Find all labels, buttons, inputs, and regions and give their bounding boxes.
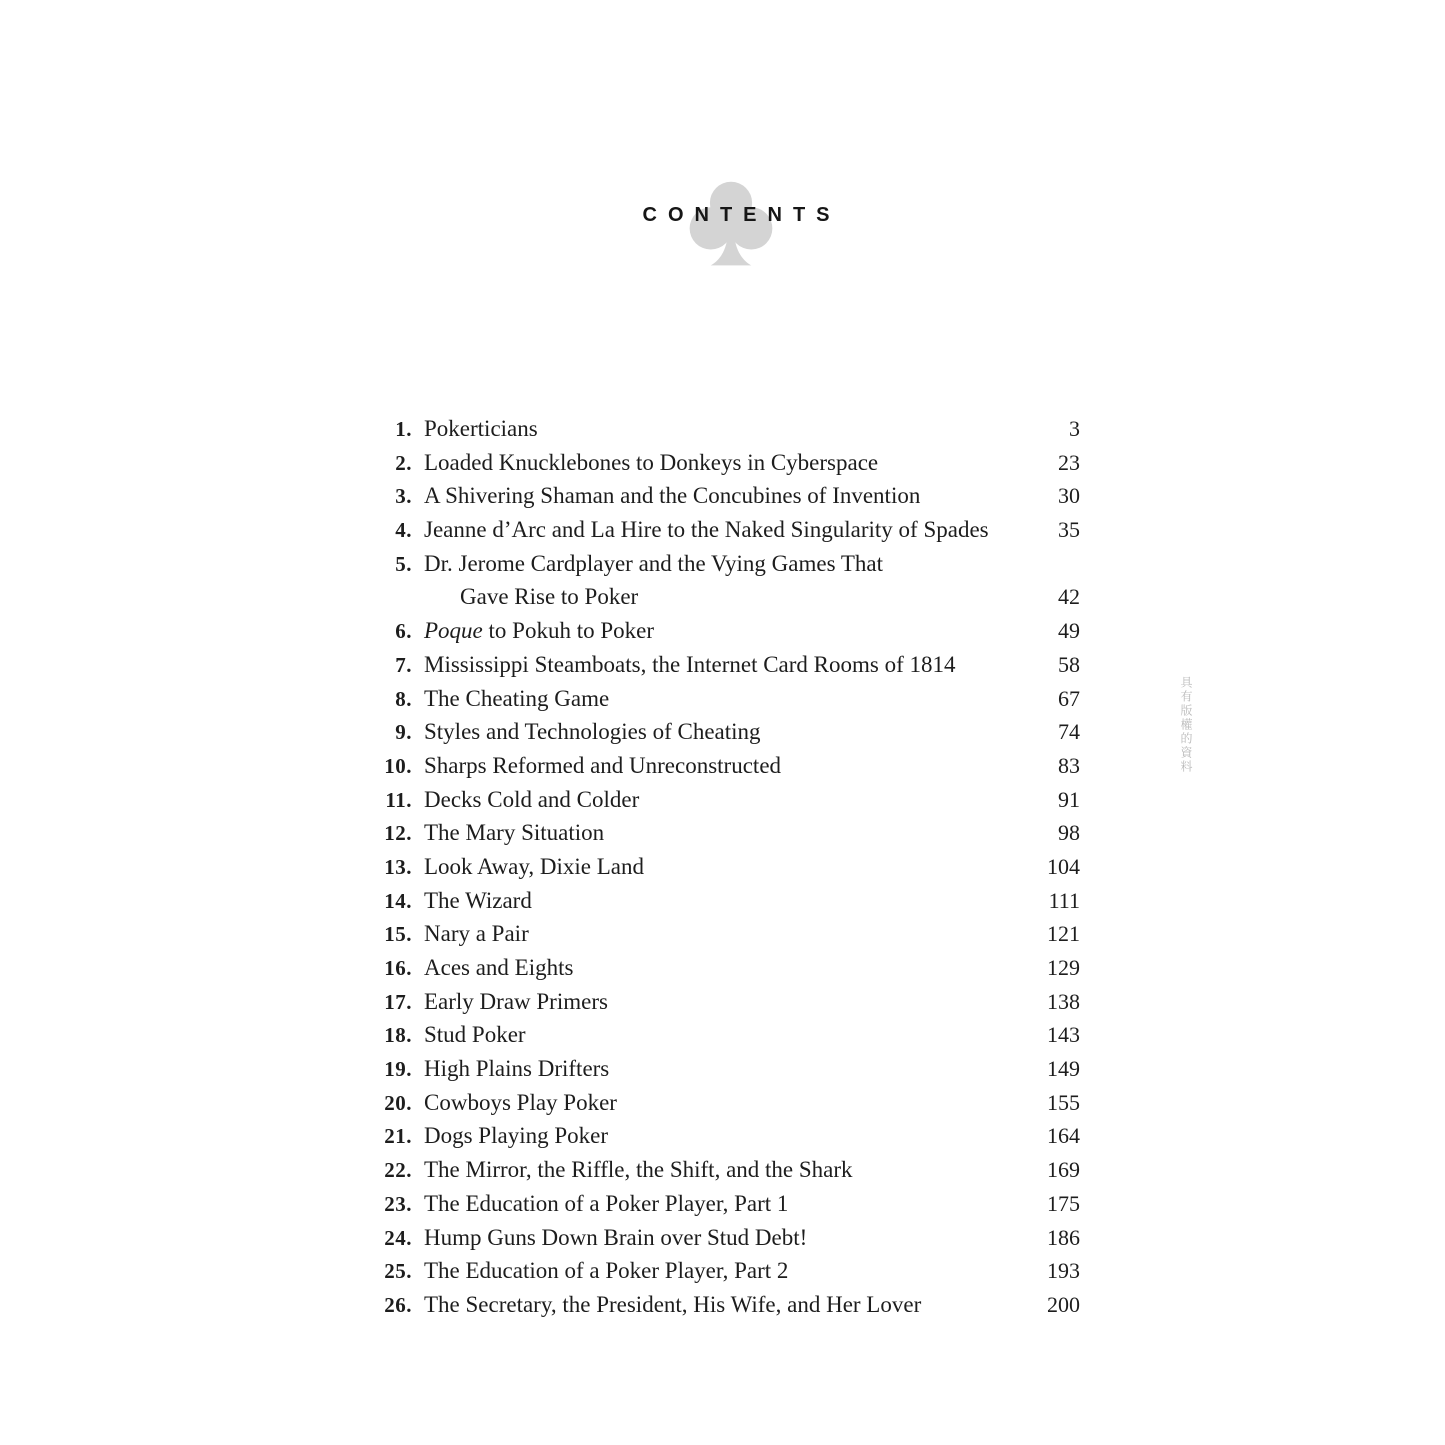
toc-row [340,1187,1080,1221]
chapter-title: Pokerticians [424,416,538,441]
chapter-title: Mississippi Steamboats, the Internet Card Rooms of 1814 [424,651,956,677]
chapter-number: 19. [384,1057,412,1082]
chapter-title: Loaded Knucklebones to Donkeys in Cyberspace [424,449,879,475]
toc-row [340,614,1080,648]
chapter-page-number: 35 [1058,517,1080,543]
chapter-number: 20. [384,1090,412,1115]
chapter-title: Aces and Eights [424,955,574,980]
toc-row [340,1288,1080,1322]
toc-row [340,715,1080,749]
toc-row [340,884,1080,918]
chapter-title: Dr. Jerome Cardplayer and the Vying Games That [424,550,884,576]
chapter-page-number: 42 [1058,584,1080,610]
chapter-page-number: 74 [1058,719,1080,745]
chapter-number: 21. [384,1124,412,1149]
toc-row [340,951,1080,985]
chapter-number: 15. [384,922,412,947]
chapter-page-number: 143 [1047,1022,1080,1048]
contents-header [0,178,1445,273]
chapter-page-number: 129 [1047,955,1080,980]
copyright-watermark: 具有版權的資料 [1179,676,1193,774]
chapter-title: Jeanne d’Arc and La Hire to the Naked Singularity of Spades [424,517,989,543]
chapter-page-number: 169 [1047,1157,1080,1183]
chapter-title: Cowboys Play Poker [424,1089,617,1115]
chapter-page-number: 193 [1047,1258,1080,1284]
chapter-number: 26. [384,1292,412,1317]
chapter-number: 17. [384,989,412,1014]
toc-row [340,513,1080,547]
chapter-number: 3. [395,484,412,509]
chapter-number: 13. [384,854,412,879]
page-title: CONTENTS [642,204,841,226]
toc-row [340,749,1080,783]
toc-row [340,783,1080,817]
chapter-title: Sharps Reformed and Unreconstructed [424,752,782,778]
chapter-page-number: 149 [1047,1056,1080,1082]
toc-row [340,446,1080,480]
chapter-title-continuation: Gave Rise to Poker [460,584,639,610]
chapter-title: The Education of a Poker Player, Part 1 [424,1190,789,1216]
chapter-number: 11. [385,787,412,812]
chapter-number: 8. [395,686,412,711]
chapter-number: 10. [384,753,412,778]
toc-row [340,412,1080,446]
chapter-page-number: 111 [1048,887,1080,913]
chapter-page-number: 58 [1058,651,1080,677]
chapter-number: 6. [395,619,412,644]
chapter-page-number: 91 [1058,786,1080,812]
chapter-number: 12. [384,821,412,846]
chapter-title: Poque to Pokuh to Poker [424,618,654,644]
toc-row [340,682,1080,716]
chapter-number: 1. [395,417,412,441]
toc-row [340,816,1080,850]
toc-row [340,1254,1080,1288]
chapter-number: 18. [384,1023,412,1048]
chapter-number: 16. [384,956,412,980]
toc-row [340,648,1080,682]
chapter-title: Styles and Technologies of Cheating [424,719,761,745]
chapter-page-number: 164 [1047,1123,1080,1149]
chapter-page-number: 49 [1058,618,1080,644]
chapter-title: The Secretary, the President, His Wife, and Her Lover [424,1291,922,1317]
toc-list [340,412,1080,1322]
chapter-title: High Plains Drifters [424,1056,610,1082]
chapter-number: 25. [384,1259,412,1284]
toc-row [340,1086,1080,1120]
chapter-page-number: 186 [1047,1224,1080,1250]
chapter-title: Decks Cold and Colder [424,786,640,812]
chapter-page-number: 83 [1058,752,1080,778]
chapter-title: Dogs Playing Poker [424,1123,608,1149]
chapter-number: 4. [395,518,412,543]
chapter-page-number: 98 [1058,820,1080,846]
chapter-page-number: 200 [1047,1291,1080,1317]
chapter-title: The Cheating Game [424,685,610,711]
toc-row-continuation [340,580,1080,614]
chapter-page-number: 3 [1069,416,1080,441]
chapter-page-number: 121 [1047,921,1080,947]
chapter-number: 14. [384,888,412,913]
toc-row [340,479,1080,513]
chapter-title: Nary a Pair [424,921,529,947]
chapter-page-number: 23 [1058,449,1080,475]
chapter-number: 2. [395,450,412,475]
toc-row [340,1018,1080,1052]
chapter-page-number: 67 [1058,685,1080,711]
chapter-page-number: 155 [1047,1089,1080,1115]
chapter-number: 22. [384,1158,412,1183]
chapter-title: Look Away, Dixie Land [424,853,644,879]
chapter-title: The Education of a Poker Player, Part 2 [424,1258,789,1284]
chapter-number: 9. [395,720,412,745]
chapter-number: 7. [395,652,412,677]
chapter-page-number: 175 [1047,1190,1080,1216]
toc-row [340,985,1080,1019]
chapter-title: A Shivering Shaman and the Concubines of Invention [424,483,921,509]
chapter-number: 23. [384,1191,412,1216]
chapter-number: 5. [395,551,412,576]
toc-row [340,1119,1080,1153]
chapter-page-number: 104 [1047,853,1080,879]
chapter-title: Stud Poker [424,1022,526,1048]
chapter-page-number: 30 [1058,483,1080,509]
chapter-number: 24. [384,1225,412,1250]
toc-row [340,1221,1080,1255]
chapter-title: The Mirror, the Riffle, the Shift, and the Shark [424,1157,853,1183]
chapter-title: Hump Guns Down Brain over Stud Debt! [424,1224,808,1250]
chapter-title: The Mary Situation [424,820,605,846]
toc-row [340,917,1080,951]
chapter-page-number: 138 [1047,988,1080,1014]
toc-row [340,1153,1080,1187]
chapter-title: Early Draw Primers [424,988,608,1014]
toc-row [340,547,1080,581]
chapter-title: The Wizard [424,887,532,913]
toc-row [340,1052,1080,1086]
toc-row [340,850,1080,884]
